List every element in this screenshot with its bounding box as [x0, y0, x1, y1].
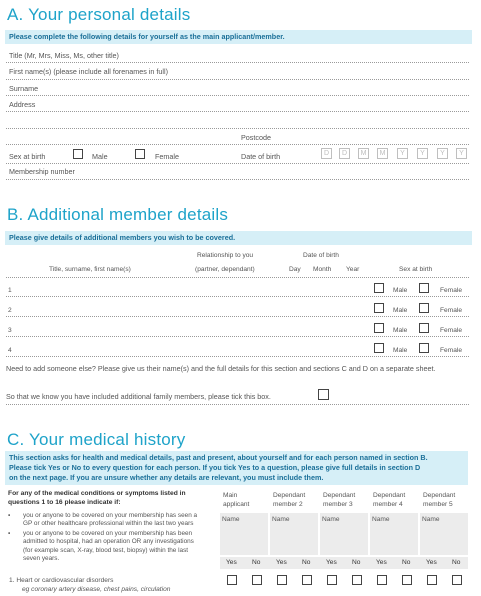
- row1-male-label: Male: [393, 287, 408, 294]
- member-row-number: 4: [8, 347, 12, 354]
- col-label-line-2: member 4: [373, 501, 403, 508]
- year-header: Year: [346, 266, 360, 273]
- name-cell-label: Name: [222, 516, 240, 523]
- row1-female-checkbox[interactable]: [419, 283, 429, 293]
- row3-female-label: Female: [440, 327, 462, 334]
- row4-female-label: Female: [440, 347, 462, 354]
- row2-female-label: Female: [440, 307, 462, 314]
- name-cell-member-5[interactable]: [420, 513, 468, 555]
- name-cell-label: Name: [372, 516, 390, 523]
- name-cell-member-3[interactable]: [320, 513, 368, 555]
- q1-m3-no-checkbox[interactable]: [352, 575, 362, 585]
- dob-box-day-2[interactable]: D: [339, 148, 350, 159]
- name-column-header: Title, surname, first name(s): [49, 266, 131, 273]
- q1-m4-yes-checkbox[interactable]: [377, 575, 387, 585]
- day-header: Day: [289, 266, 301, 273]
- no-label: No: [352, 559, 361, 566]
- additional-members-tick-box[interactable]: [318, 389, 329, 400]
- col-label-line-2: member 3: [323, 501, 353, 508]
- bullet-square-icon: ▪: [8, 512, 11, 519]
- col-dependant-member-4: [373, 491, 405, 509]
- q1-m5-no-checkbox[interactable]: [452, 575, 462, 585]
- q1-m4-no-checkbox[interactable]: [402, 575, 412, 585]
- medical-intro: [8, 490, 186, 507]
- col-label-line-2: applicant: [223, 501, 250, 508]
- member-row-number: 1: [8, 287, 12, 294]
- bullet-item-1: [8, 512, 197, 529]
- membership-number-label: Membership number: [9, 167, 75, 176]
- bullet-item-2: [8, 530, 197, 564]
- surname-field[interactable]: [6, 95, 469, 96]
- col-main-applicant: [223, 491, 249, 509]
- bullet2-line-4: seven years.: [23, 555, 60, 563]
- sex-at-birth-label: Sex at birth: [9, 152, 46, 161]
- row3-female-checkbox[interactable]: [419, 323, 429, 333]
- q1-m2-yes-checkbox[interactable]: [277, 575, 287, 585]
- q1-m5-yes-checkbox[interactable]: [427, 575, 437, 585]
- address-field-line-2[interactable]: [6, 128, 469, 129]
- relationship-header-1: Relationship to you: [197, 252, 254, 259]
- row1-female-label: Female: [440, 287, 462, 294]
- dob-box-month-1[interactable]: M: [358, 148, 369, 159]
- dob-box-year-4[interactable]: Y: [456, 148, 467, 159]
- postcode-label: Postcode: [241, 133, 271, 142]
- intro-line-2: questions 1 to 16 please indicate if:: [8, 498, 121, 506]
- no-label: No: [252, 559, 261, 566]
- question-1-examples: eg coronary artery disease, chest pains, circulation: [22, 586, 171, 593]
- yes-label: Yes: [276, 559, 287, 566]
- row2-male-checkbox[interactable]: [374, 303, 384, 313]
- medical-bullets: [8, 512, 197, 563]
- section-b-heading: B. Additional member details: [7, 205, 229, 224]
- question-1-title: 1. Heart or cardiovascular disorders: [9, 577, 114, 584]
- dob-box-month-2[interactable]: M: [377, 148, 388, 159]
- row4-female-checkbox[interactable]: [419, 343, 429, 353]
- male-checkbox[interactable]: [73, 149, 83, 159]
- date-of-birth-header: Date of birth: [303, 252, 339, 259]
- name-cell-member-2[interactable]: [270, 513, 318, 555]
- col-dependant-member-5: [423, 491, 455, 509]
- col-label-line-1: Dependant: [373, 492, 406, 499]
- row2-female-checkbox[interactable]: [419, 303, 429, 313]
- bullet1-line-2: GP or other healthcare professional within the last two years: [23, 520, 194, 528]
- member-row-1-line[interactable]: [6, 296, 469, 297]
- intro-line-1: For any of the medical conditions or symptoms listed in: [8, 490, 186, 497]
- row1-male-checkbox[interactable]: [374, 283, 384, 293]
- name-cell-label: Name: [422, 516, 440, 523]
- sex-at-birth-header: Sex at birth: [399, 266, 433, 273]
- q1-m2-no-checkbox[interactable]: [302, 575, 312, 585]
- no-label: No: [402, 559, 411, 566]
- date-of-birth-label: Date of birth: [241, 152, 281, 161]
- surname-label: Surname: [9, 84, 39, 93]
- name-cell-label: Name: [322, 516, 340, 523]
- row4-male-label: Male: [393, 347, 408, 354]
- band-line-1: This section asks for health and medical details, past and present, about yourself and for each person named in section B.: [9, 453, 428, 462]
- bullet1-line-1: you or anyone to be covered on your membership has seen a: [23, 512, 198, 519]
- address-label: Address: [9, 100, 36, 109]
- female-label: Female: [155, 152, 179, 161]
- no-label: No: [302, 559, 311, 566]
- membership-number-field[interactable]: [6, 179, 469, 180]
- month-header: Month: [313, 266, 332, 273]
- dob-box-year-2[interactable]: Y: [417, 148, 428, 159]
- title-field[interactable]: [6, 62, 469, 63]
- q1-main-yes-checkbox[interactable]: [227, 575, 237, 585]
- col-label-line-1: Dependant: [273, 492, 306, 499]
- yes-label: Yes: [376, 559, 387, 566]
- section-a-heading: A. Your personal details: [7, 5, 191, 24]
- col-label-line-1: Dependant: [323, 492, 356, 499]
- section-b-bottom-rule: [6, 404, 469, 405]
- col-label-line-1: Dependant: [423, 492, 456, 499]
- row4-male-checkbox[interactable]: [374, 343, 384, 353]
- col-dependant-member-3: [323, 491, 355, 509]
- name-cell-label: Name: [272, 516, 290, 523]
- yes-label: Yes: [226, 559, 237, 566]
- row3-male-label: Male: [393, 327, 408, 334]
- relationship-header-2: (partner, dependant): [195, 266, 255, 273]
- yes-label: Yes: [426, 559, 437, 566]
- member-row-number: 3: [8, 327, 12, 334]
- male-label: Male: [92, 152, 108, 161]
- no-label: No: [452, 559, 461, 566]
- section-c-heading: C. Your medical history: [7, 430, 186, 449]
- col-label-line-2: member 2: [273, 501, 303, 508]
- member-row-2-line[interactable]: [6, 316, 469, 317]
- table-header-divider: [6, 277, 469, 278]
- yes-label: Yes: [326, 559, 337, 566]
- title-label: Title (Mr, Mrs, Miss, Ms, other title): [9, 51, 119, 60]
- row3-male-checkbox[interactable]: [374, 323, 384, 333]
- row2-male-label: Male: [393, 307, 408, 314]
- member-row-4-line[interactable]: [6, 356, 469, 357]
- section-c-instruction-band: [5, 451, 468, 485]
- tick-box-instruction: So that we know you have included additional family members, please tick this box.: [6, 392, 271, 401]
- name-cell-member-4[interactable]: [370, 513, 418, 555]
- female-checkbox[interactable]: [135, 149, 145, 159]
- col-dependant-member-2: [273, 491, 305, 509]
- section-a-instruction-band: Please complete the following details for yourself as the main applicant/member.: [5, 30, 472, 44]
- col-label-line-2: member 5: [423, 501, 453, 508]
- sex-dob-divider: [6, 163, 469, 164]
- first-names-field[interactable]: [6, 79, 469, 80]
- band-line-3: on the next page. If you are unsure whether any details are relevant, you must include them.: [9, 473, 324, 482]
- bullet2-line-3: (for example scan, X-ray, blood test, biopsy) within the last: [23, 546, 189, 554]
- q1-main-no-checkbox[interactable]: [252, 575, 262, 585]
- bullet2-line-1: you or anyone to be covered on your membership has been: [23, 529, 193, 537]
- member-row-3-line[interactable]: [6, 336, 469, 337]
- col-label-line-1: Main: [223, 492, 238, 499]
- address-field-line-1[interactable]: [6, 111, 469, 112]
- bullet-square-icon: ▪: [8, 529, 11, 537]
- dob-box-year-3[interactable]: Y: [437, 148, 448, 159]
- dob-box-year-1[interactable]: Y: [397, 148, 408, 159]
- postcode-field[interactable]: [6, 144, 469, 145]
- additional-members-note: Need to add someone else? Please give us their name(s) and the full details for this section and sections C and D on a separate sheet.: [6, 364, 436, 373]
- name-cell-main-applicant[interactable]: [220, 513, 268, 555]
- dob-box-day-1[interactable]: D: [321, 148, 332, 159]
- bullet2-line-2: admitted to hospital, had an operation OR any investigations: [23, 538, 194, 546]
- band-line-2: Please tick Yes or No to every question for each person. If you tick Yes to a question, please give full details in section D: [9, 463, 421, 472]
- first-names-label: First name(s) (please include all forenames in full): [9, 67, 168, 76]
- section-b-instruction-band: Please give details of additional members you wish to be covered.: [5, 231, 472, 245]
- q1-m3-yes-checkbox[interactable]: [327, 575, 337, 585]
- member-row-number: 2: [8, 307, 12, 314]
